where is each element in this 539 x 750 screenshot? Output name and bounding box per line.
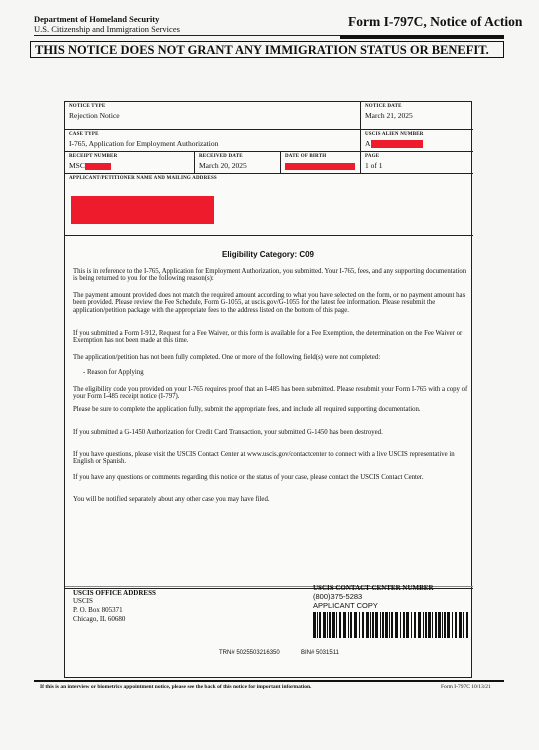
paragraph-fee-waiver: If you submitted a Form I-912, Request for a Fee Waiver, or this form is available for a Fee Exemption, the determination on the Fee Waiver or Exemption has not been made at this time.	[73, 330, 463, 345]
office-line-3: Chicago, IL 60680	[73, 615, 126, 623]
dob-cell	[281, 152, 361, 174]
barcode-bar	[403, 612, 405, 638]
barcode-bar	[423, 612, 424, 638]
trn-number: TRN# 5025503216350	[219, 650, 280, 656]
barcode-bar	[359, 612, 360, 638]
case-type-value: I-765, Application for Employment Authorization	[69, 139, 219, 148]
barcode-bar	[332, 612, 335, 638]
paragraph-payment: The payment amount provided does not match the required amount according to what you have selected on the form, or no payment amount has been provided. Please review the Fee Schedule, Form G-1055, at uscis.gov/G-1055 for the latest fee information. Please resubmit the application/petition package with the appropriate fees to the address listed on the bottom of this page.	[73, 292, 466, 314]
barcode-bar	[452, 612, 453, 638]
office-line-1: USCIS	[73, 597, 93, 605]
notice-body	[73, 268, 468, 578]
barcode-graphic	[313, 612, 469, 638]
notice-type-cell	[65, 102, 361, 130]
barcode-bar	[411, 612, 412, 638]
page-value: 1 of 1	[365, 161, 383, 170]
barcode-bar	[425, 612, 427, 638]
barcode-bar	[327, 612, 328, 638]
notice-type-label: NOTICE TYPE	[69, 104, 106, 109]
barcode-bar	[362, 612, 364, 638]
barcode-bar	[455, 612, 457, 638]
case-type-label: CASE TYPE	[69, 132, 99, 137]
barcode-bar	[391, 612, 393, 638]
paragraph-eligibility-code: The eligibility code you provided on your I-765 requires proof that an I-485 has been submitted. Please resubmit your Form I-765 with a copy of your Form I-485 receipt notice (I-797).	[73, 386, 468, 401]
office-line-2: P. O. Box 805371	[73, 606, 123, 614]
barcode-bar	[323, 612, 326, 638]
barcode-bar	[329, 612, 331, 638]
applicant-redaction	[71, 196, 214, 224]
paragraph-missing-field: - Reason for Applying	[83, 369, 144, 376]
received-date-value: March 20, 2025	[199, 161, 247, 170]
applicant-label: APPLICANT/PETITIONER NAME AND MAILING ADDRESS	[69, 176, 217, 181]
barcode-bar	[336, 612, 337, 638]
barcode-bar	[406, 612, 409, 638]
alien-number-redaction	[371, 140, 423, 148]
contact-phone: (800)375-5283	[313, 592, 363, 601]
office-address	[73, 589, 273, 624]
notice-card	[64, 101, 472, 678]
notice-type-value: Rejection Notice	[69, 111, 120, 120]
barcode-bar	[459, 612, 462, 638]
receipt-number-redaction	[85, 163, 111, 170]
barcode-bar	[385, 612, 388, 638]
dob-redaction	[285, 163, 355, 170]
form-title: Form I-797C, Notice of Action	[348, 14, 523, 29]
barcode-bar	[447, 612, 450, 638]
receipt-number-cell	[65, 152, 195, 174]
receipt-number-label: RECEIPT NUMBER	[69, 154, 118, 159]
barcode-bar	[432, 612, 433, 638]
barcode-bar	[463, 612, 464, 638]
header-rule-thick	[340, 35, 504, 39]
barcode-bar	[395, 612, 398, 638]
barcode-bar	[380, 612, 381, 638]
barcode-bar	[444, 612, 446, 638]
barcode-bar	[317, 612, 318, 638]
barcode-bar	[442, 612, 443, 638]
barcode-bar	[428, 612, 431, 638]
alien-number-label: USCIS ALIEN NUMBER	[365, 132, 424, 137]
paragraph-reference: This is in reference to the I-765, Application for Employment Authorization, you submitted. Your I-765, fees, and any supporting documentation is being returned to you for the following reason(s):	[73, 268, 467, 283]
barcode-bar	[382, 612, 384, 638]
footer-form-id: Form I-797C 10/13/21	[441, 684, 491, 690]
barcode-bar	[370, 612, 371, 638]
receipt-number-value: MSC	[69, 161, 85, 170]
alien-number-value: A	[365, 139, 371, 148]
footer-note: If this is an interview or biometrics appointment notice, please see the back of this notice for important information.	[40, 684, 312, 690]
barcode-bar	[319, 612, 321, 638]
paragraph-g1450: If you submitted a G-1450 Authorization for Credit Card Transaction, your submitted G-1450 has been destroyed.	[73, 429, 383, 436]
paragraph-questions: If you have any questions or comments regarding this notice or the status of your case, please contact the USCIS Contact Center.	[73, 474, 424, 481]
barcode-bar	[339, 612, 341, 638]
barcode-bar	[435, 612, 437, 638]
barcode-bar	[414, 612, 416, 638]
paragraph-contact-center: If you have questions, please visit the USCIS Contact Center at www.uscis.gov/contactcenter to connect with a live USCIS representative in English or Spanish.	[73, 451, 455, 466]
paragraph-complete-application: Please be sure to complete the application fully, submit the appropriate fees, and include all required supporting documentation.	[73, 406, 421, 413]
barcode-bar	[418, 612, 421, 638]
barcode-bar	[313, 612, 316, 638]
dob-label: DATE OF BIRTH	[285, 154, 327, 159]
barcode-bar	[348, 612, 349, 638]
barcode-bar	[389, 612, 390, 638]
notice-banner: THIS NOTICE DOES NOT GRANT ANY IMMIGRATION STATUS OR BENEFIT.	[30, 41, 504, 58]
received-date-cell	[195, 152, 281, 174]
office-address-label: USCIS OFFICE ADDRESS	[73, 589, 156, 597]
applicant-copy-label: APPLICANT COPY	[313, 601, 378, 610]
received-date-label: RECEIVED DATE	[199, 154, 243, 159]
agency-name: U.S. Citizenship and Immigration Services	[34, 24, 180, 34]
paragraph-incomplete: The application/petition has not been fully completed. One or more of the following field(s) were not completed:	[73, 354, 381, 361]
eligibility-heading: Eligibility Category: C09	[221, 250, 315, 259]
applicant-cell	[65, 174, 473, 236]
barcode-bar	[400, 612, 401, 638]
contact-center-label: USCIS CONTACT CENTER NUMBER	[313, 584, 434, 592]
page-cell	[361, 152, 473, 174]
case-type-cell	[65, 130, 361, 152]
bin-number: BIN# 5031511	[301, 650, 339, 656]
notice-date-value: March 21, 2025	[365, 111, 413, 120]
barcode-bar	[466, 612, 468, 638]
barcode-bar	[366, 612, 369, 638]
notice-date-cell	[361, 102, 473, 130]
department-name: Department of Homeland Security	[34, 14, 160, 24]
barcode-bar	[372, 612, 374, 638]
barcode-bar	[350, 612, 352, 638]
barcode-bar	[354, 612, 357, 638]
barcode-bar	[438, 612, 441, 638]
barcode-bar	[375, 612, 378, 638]
barcode-bar	[343, 612, 346, 638]
notice-date-label: NOTICE DATE	[365, 104, 402, 109]
footer-rule	[34, 680, 504, 682]
page-label: PAGE	[365, 154, 380, 159]
alien-number-cell	[361, 130, 473, 152]
contact-center	[313, 584, 473, 610]
paragraph-other-cases: You will be notified separately about any other case you may have filed.	[73, 496, 270, 503]
